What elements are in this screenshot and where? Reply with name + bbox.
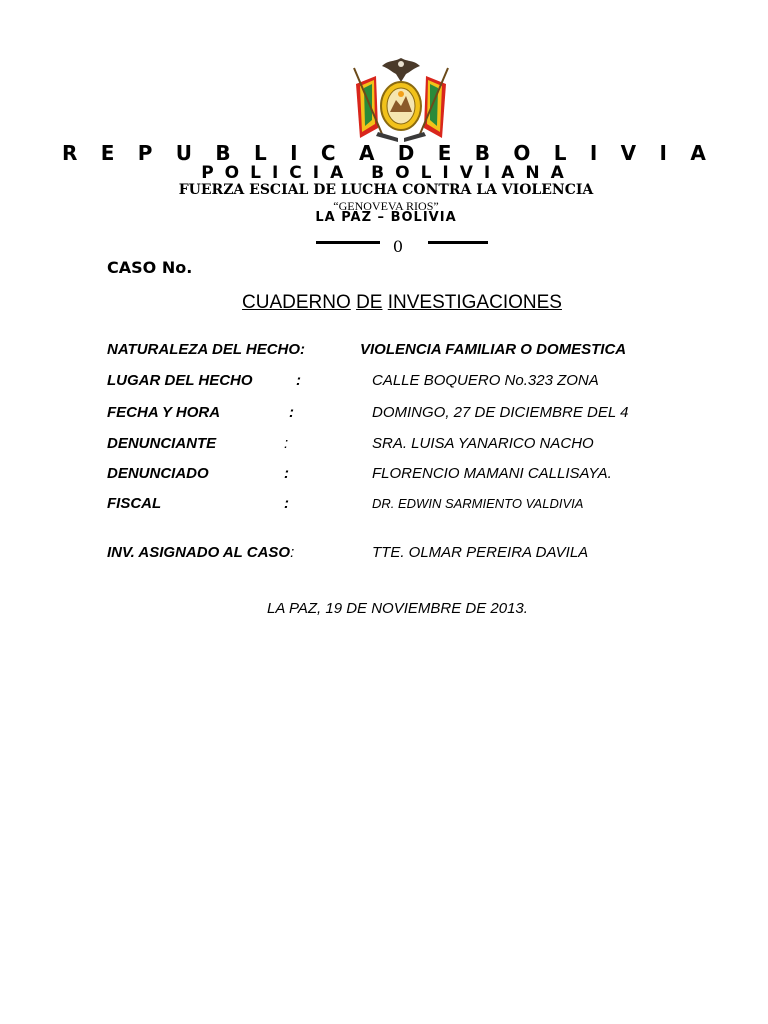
header-republic-title: R E P U B L I C A D E B O L I V I A: [61, 141, 714, 165]
field-value-inv-asignado: TTE. OLMAR PEREIRA DAVILA: [372, 544, 589, 561]
header-force-title: FUERZA ESCIAL DE LUCHA CONTRA LA VIOLENCIA: [178, 182, 594, 198]
header-location: LA PAZ – BOLIVIA: [315, 210, 457, 225]
divider-rule-left: [316, 241, 380, 244]
field-label-fiscal: FISCAL: [107, 495, 162, 512]
field-label-inv-asignado: INV. ASIGNADO AL CASO: [107, 544, 291, 561]
header-police-text: POLICIA BOLIVIANA: [201, 163, 575, 183]
field-assigned-investigator-label-group: [107, 544, 294, 561]
field-colon-inv-asignado: :: [290, 544, 295, 561]
field-colon-denunciado: :: [284, 465, 289, 482]
divider-mark: 0: [392, 237, 404, 256]
field-colon-denunciante: :: [284, 435, 289, 452]
field-label-denunciante: DENUNCIANTE: [107, 435, 217, 452]
field-label-lugar: LUGAR DEL HECHO: [107, 372, 253, 389]
header-police-title: [4, 163, 768, 183]
field-value-lugar: CALLE BOQUERO No.323 ZONA: [372, 372, 599, 389]
field-value-naturaleza: VIOLENCIA FAMILIAR O DOMESTICA: [360, 341, 627, 358]
header-genoveva-subtitle: “GENOVEVA RIOS”: [333, 199, 439, 213]
field-colon-lugar: :: [296, 372, 301, 389]
field-value-fiscal: DR. EDWIN SARMIENTO VALDIVIA: [372, 496, 584, 511]
field-label-naturaleza: NATURALEZA DEL HECHO:: [107, 341, 306, 358]
field-value-denunciante: SRA. LUISA YANARICO NACHO: [372, 435, 594, 452]
field-colon-fiscal: :: [284, 495, 289, 512]
document-title-word-1: CUADERNO: [242, 292, 351, 313]
field-value-fecha: DOMINGO, 27 DE DICIEMBRE DEL 4: [372, 404, 629, 421]
document-title: [18, 292, 768, 314]
coat-of-arms-emblem: [348, 54, 454, 142]
document-title-word-2: DE: [356, 292, 383, 313]
document-title-word-3: INVESTIGACIONES: [387, 292, 562, 313]
footer-date-line: LA PAZ, 19 DE NOVIEMBRE DE 2013.: [267, 600, 528, 617]
field-label-denunciado: DENUNCIADO: [107, 465, 209, 482]
field-value-denunciado: FLORENCIO MAMANI CALLISAYA.: [372, 465, 612, 482]
case-number-label: CASO No.: [107, 258, 193, 277]
divider-rule-right: [428, 241, 488, 244]
field-label-fecha: FECHA Y HORA: [107, 404, 221, 421]
field-colon-fecha: :: [289, 404, 294, 421]
